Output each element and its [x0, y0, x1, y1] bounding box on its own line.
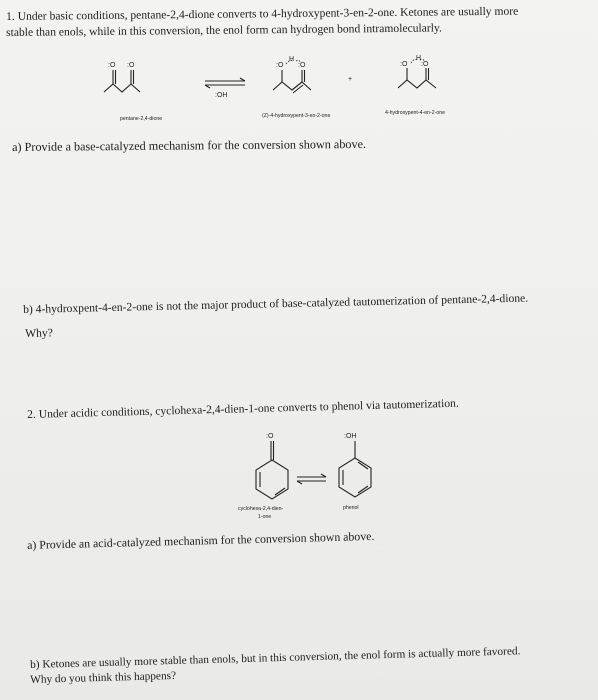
- q1-plus: +: [348, 76, 353, 83]
- q1-atom-o-5: :O: [400, 61, 408, 68]
- q1-reagent: :OH: [215, 92, 228, 99]
- equilibrium-arrows: [205, 78, 245, 99]
- label-dienone-2: 1-one: [258, 514, 272, 520]
- q1-atom-o-1: :O: [108, 62, 116, 69]
- q2-atom-o: :O: [266, 433, 274, 440]
- q1-atom-o-2: :O: [127, 62, 135, 69]
- q1-atom-o-6: :O: [421, 61, 429, 68]
- q2-equilibrium-arrows: [297, 474, 326, 484]
- q1-part-b-line1: b) 4-hydroxpent-4-en-2-one is not the major product of base-catalyzed tautomerization of pentane-2,4-dione.: [23, 291, 529, 316]
- q1-line1: 1. Under basic conditions, pentane-2,4-dione converts to 4-hydroxypent-3-en-2-one. Ketones are usually more: [6, 4, 519, 23]
- q1-reaction-scheme: [0, 55, 598, 135]
- q1-atom-o-4: :O: [298, 62, 306, 69]
- hydroxy-enone-structure: [398, 55, 436, 88]
- phenol-structure: [339, 433, 371, 497]
- q2-part-a: a) Provide an acid-catalyzed mechanism for the conversion shown above.: [27, 528, 375, 552]
- q1-part-b-line2: Why?: [25, 326, 53, 340]
- q2-line1: 2. Under acidic conditions, cyclohexa-2,4-dien-1-one converts to phenol via tautomerization.: [27, 396, 459, 421]
- q2-part-b-line1: b) Ketones are usually more stable than enols, but in this conversion, the enol form is actually more favored.: [30, 645, 521, 671]
- cyclohexadienone-structure: [256, 433, 288, 499]
- q2-reaction-scheme: [0, 425, 598, 515]
- q1-part-a: a) Provide a base-catalyzed mechanism for the conversion shown above.: [12, 136, 367, 154]
- label-hydroxy-enone: 4-hydroxypent-4-en-2-one: [385, 110, 445, 116]
- label-z-enol: (Z)-4-hydroxypent-3-en-2-one: [262, 113, 331, 119]
- q2-atom-oh: :OH: [344, 433, 357, 440]
- pentane-dione-structure: [104, 62, 140, 92]
- label-dienone-1: cyclohexa-2,4-dien-: [238, 506, 284, 512]
- label-pentane-dione: pentane-2,4-dione: [120, 116, 163, 122]
- q1-line2: stable than enols, while in this conversion, the enol form can hydrogen bond intramolecularly.: [6, 21, 442, 39]
- q1-atom-h-2: H: [416, 55, 422, 62]
- label-phenol: phenol: [343, 505, 359, 511]
- q2-part-b-line2: Why do you think this happens?: [30, 669, 177, 686]
- z-enol-structure: [273, 56, 311, 93]
- q1-atom-h-1: H: [289, 56, 295, 63]
- q1-atom-o-3: :O: [276, 62, 284, 69]
